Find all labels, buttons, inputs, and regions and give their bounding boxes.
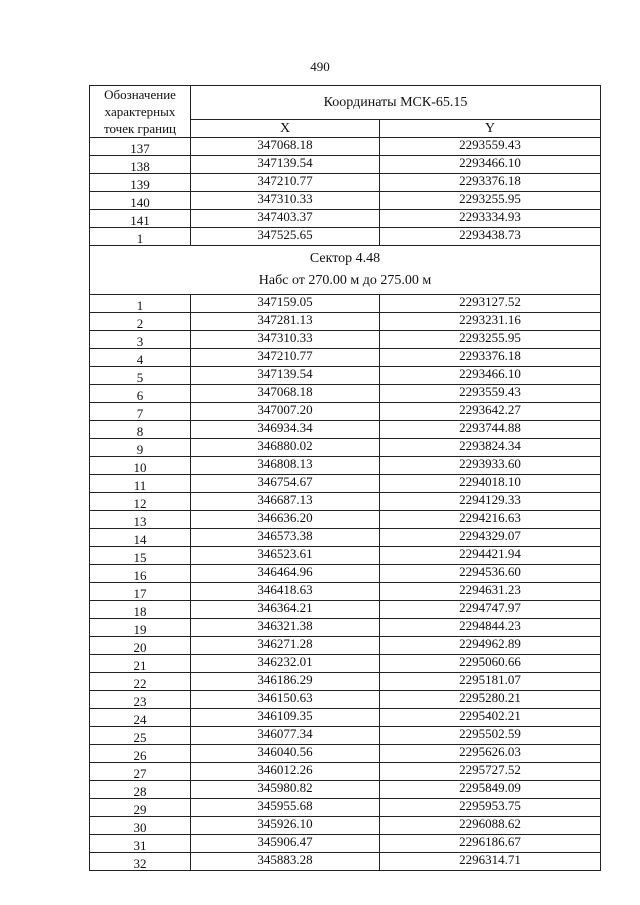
x-coordinate-cell: 347007.20: [191, 403, 380, 421]
x-coordinate-cell: 346150.63: [191, 691, 380, 709]
y-coordinate-cell: 2293376.18: [380, 174, 601, 192]
point-number-cell: 20: [90, 637, 191, 655]
x-coordinate-cell: 347525.65: [191, 228, 380, 246]
sector-title: Сектор 4.48: [309, 251, 381, 266]
y-coordinate-cell: 2293376.18: [380, 349, 601, 367]
x-coordinate-cell: 346232.01: [191, 655, 380, 673]
table-row: [90, 210, 601, 228]
y-coordinate-cell: 2294421.94: [380, 547, 601, 565]
x-coordinate-cell: 347210.77: [191, 174, 380, 192]
x-coordinate-cell: 346687.13: [191, 493, 380, 511]
y-coordinate-cell: 2294018.10: [380, 475, 601, 493]
header-label-line: характерных: [104, 104, 176, 119]
table-row: [90, 421, 601, 439]
table-row: [90, 439, 601, 457]
y-coordinate-cell: 2294129.33: [380, 493, 601, 511]
y-coordinate-cell: 2295280.21: [380, 691, 601, 709]
table-row: [90, 529, 601, 547]
table-row: [90, 547, 601, 565]
point-number-cell: 4: [90, 349, 191, 367]
x-coordinate-cell: 346271.28: [191, 637, 380, 655]
y-coordinate-cell: 2293559.43: [380, 138, 601, 156]
x-coordinate-cell: 346464.96: [191, 565, 380, 583]
y-coordinate-cell: 2293744.88: [380, 421, 601, 439]
x-coordinate-cell: 346573.38: [191, 529, 380, 547]
table-row: [90, 709, 601, 727]
table-row: [90, 403, 601, 421]
point-number-cell: 140: [90, 192, 191, 210]
table-row: [90, 367, 601, 385]
y-coordinate-cell: 2295727.52: [380, 763, 601, 781]
point-number-cell: 137: [90, 138, 191, 156]
point-number-cell: 17: [90, 583, 191, 601]
table-row: [90, 475, 601, 493]
point-number-cell: 21: [90, 655, 191, 673]
point-number-cell: 2: [90, 313, 191, 331]
y-coordinate-cell: 2293642.27: [380, 403, 601, 421]
x-coordinate-cell: 346636.20: [191, 511, 380, 529]
table-row: [90, 156, 601, 174]
y-coordinate-cell: 2293255.95: [380, 192, 601, 210]
y-coordinate-cell: 2295849.09: [380, 781, 601, 799]
table-row: [90, 457, 601, 475]
table-row: [90, 763, 601, 781]
point-number-cell: 5: [90, 367, 191, 385]
y-coordinate-cell: 2294216.63: [380, 511, 601, 529]
table-row: [90, 228, 601, 246]
x-coordinate-cell: 346077.34: [191, 727, 380, 745]
y-coordinate-cell: 2293824.34: [380, 439, 601, 457]
coordinates-header: Координаты МСК-65.15: [191, 86, 601, 120]
x-coordinate-cell: 345955.68: [191, 799, 380, 817]
point-number-cell: 1: [90, 228, 191, 246]
y-coordinate-cell: 2294747.97: [380, 601, 601, 619]
header-label-line: точек границ: [103, 121, 177, 136]
point-number-cell: 6: [90, 385, 191, 403]
point-number-cell: 19: [90, 619, 191, 637]
point-number-cell: 138: [90, 156, 191, 174]
table-row: [90, 138, 601, 156]
y-coordinate-cell: 2296186.67: [380, 835, 601, 853]
point-number-cell: 29: [90, 799, 191, 817]
y-column-header: Y: [380, 120, 601, 138]
point-number-cell: 18: [90, 601, 191, 619]
table-row: [90, 493, 601, 511]
point-number-cell: 30: [90, 817, 191, 835]
top-rows: [90, 138, 601, 246]
y-coordinate-cell: 2295502.59: [380, 727, 601, 745]
point-number-cell: 11: [90, 475, 191, 493]
x-coordinate-cell: 346808.13: [191, 457, 380, 475]
x-coordinate-cell: 346880.02: [191, 439, 380, 457]
x-coordinate-cell: 346754.67: [191, 475, 380, 493]
point-number-cell: 28: [90, 781, 191, 799]
y-coordinate-cell: 2295060.66: [380, 655, 601, 673]
x-coordinate-cell: 347281.13: [191, 313, 380, 331]
y-coordinate-cell: 2295181.07: [380, 673, 601, 691]
x-coordinate-cell: 346012.26: [191, 763, 380, 781]
x-coordinate-cell: 347310.33: [191, 192, 380, 210]
x-coordinate-cell: 346109.35: [191, 709, 380, 727]
x-coordinate-cell: 347068.18: [191, 138, 380, 156]
header-label-line: Обозначение: [104, 87, 176, 102]
point-number-cell: 7: [90, 403, 191, 421]
point-number-cell: 3: [90, 331, 191, 349]
x-coordinate-cell: 346040.56: [191, 745, 380, 763]
point-number-cell: 15: [90, 547, 191, 565]
x-coordinate-cell: 347310.33: [191, 331, 380, 349]
table-row: [90, 655, 601, 673]
point-number-cell: 22: [90, 673, 191, 691]
table-row: [90, 385, 601, 403]
y-coordinate-cell: 2293466.10: [380, 156, 601, 174]
table-row: [90, 637, 601, 655]
y-coordinate-cell: 2294631.23: [380, 583, 601, 601]
table-row: [90, 835, 601, 853]
table-row: [90, 192, 601, 210]
x-coordinate-cell: 346364.21: [191, 601, 380, 619]
x-coordinate-cell: 346523.61: [191, 547, 380, 565]
point-number-cell: 24: [90, 709, 191, 727]
point-number-cell: 12: [90, 493, 191, 511]
x-coordinate-cell: 347403.37: [191, 210, 380, 228]
table-row: [90, 511, 601, 529]
y-coordinate-cell: 2293255.95: [380, 331, 601, 349]
y-coordinate-cell: 2293334.93: [380, 210, 601, 228]
y-coordinate-cell: 2293438.73: [380, 228, 601, 246]
point-number-cell: 16: [90, 565, 191, 583]
sector-rows: [90, 295, 601, 871]
y-coordinate-cell: 2293231.16: [380, 313, 601, 331]
y-coordinate-cell: 2294962.89: [380, 637, 601, 655]
point-number-cell: 13: [90, 511, 191, 529]
table-row: [90, 565, 601, 583]
x-coordinate-cell: 347068.18: [191, 385, 380, 403]
y-coordinate-cell: 2293559.43: [380, 385, 601, 403]
x-coordinate-cell: 345926.10: [191, 817, 380, 835]
point-number-cell: 32: [90, 853, 191, 871]
x-coordinate-cell: 347139.54: [191, 367, 380, 385]
x-coordinate-cell: 347159.05: [191, 295, 380, 313]
point-label-header: [90, 86, 191, 138]
table-row: [90, 331, 601, 349]
table-row: [90, 745, 601, 763]
table-row: [90, 691, 601, 709]
y-coordinate-cell: 2294536.60: [380, 565, 601, 583]
x-coordinate-cell: 346418.63: [191, 583, 380, 601]
x-coordinate-cell: 345906.47: [191, 835, 380, 853]
table-row: [90, 583, 601, 601]
x-coordinate-cell: 346321.38: [191, 619, 380, 637]
y-coordinate-cell: 2293127.52: [380, 295, 601, 313]
point-number-cell: 1: [90, 295, 191, 313]
y-coordinate-cell: 2296088.62: [380, 817, 601, 835]
point-number-cell: 139: [90, 174, 191, 192]
table-row: [90, 313, 601, 331]
sector-subtitle: Набс от 270.00 м до 275.00 м: [258, 273, 432, 288]
table-row: [90, 174, 601, 192]
coordinates-table: [89, 85, 601, 871]
y-coordinate-cell: 2294844.23: [380, 619, 601, 637]
point-number-cell: 23: [90, 691, 191, 709]
x-coordinate-cell: 347210.77: [191, 349, 380, 367]
table-row: [90, 853, 601, 871]
table-row: [90, 781, 601, 799]
x-coordinate-cell: 346186.29: [191, 673, 380, 691]
table-row: [90, 295, 601, 313]
x-coordinate-cell: 346934.34: [191, 421, 380, 439]
point-number-cell: 10: [90, 457, 191, 475]
table-row: [90, 799, 601, 817]
y-coordinate-cell: 2295626.03: [380, 745, 601, 763]
point-number-cell: 14: [90, 529, 191, 547]
x-column-header: X: [191, 120, 380, 138]
x-coordinate-cell: 347139.54: [191, 156, 380, 174]
table-row: [90, 619, 601, 637]
table-row: [90, 601, 601, 619]
point-number-cell: 9: [90, 439, 191, 457]
y-coordinate-cell: 2295402.21: [380, 709, 601, 727]
point-number-cell: 8: [90, 421, 191, 439]
y-coordinate-cell: 2293933.60: [380, 457, 601, 475]
point-number-cell: 25: [90, 727, 191, 745]
point-number-cell: 26: [90, 745, 191, 763]
point-number-cell: 141: [90, 210, 191, 228]
page-number: 490: [310, 59, 330, 74]
table-row: [90, 673, 601, 691]
point-number-cell: 27: [90, 763, 191, 781]
table-row: [90, 727, 601, 745]
sector-header: [90, 246, 601, 295]
x-coordinate-cell: 345980.82: [191, 781, 380, 799]
point-number-cell: 31: [90, 835, 191, 853]
y-coordinate-cell: 2295953.75: [380, 799, 601, 817]
x-coordinate-cell: 345883.28: [191, 853, 380, 871]
table-row: [90, 349, 601, 367]
y-coordinate-cell: 2293466.10: [380, 367, 601, 385]
y-coordinate-cell: 2296314.71: [380, 853, 601, 871]
y-coordinate-cell: 2294329.07: [380, 529, 601, 547]
table-row: [90, 817, 601, 835]
